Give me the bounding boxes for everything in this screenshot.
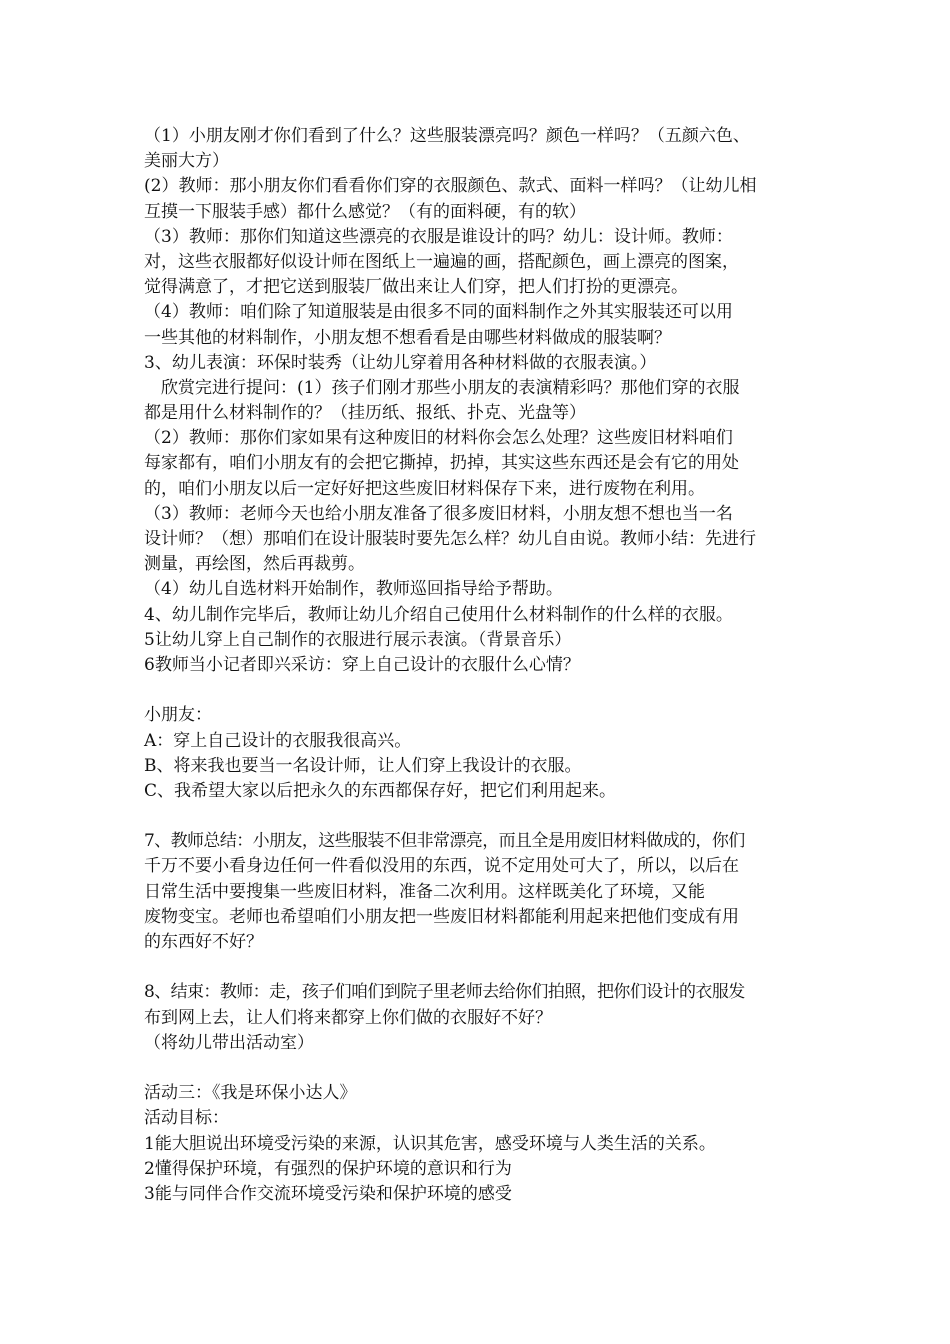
paragraph-line: 布到网上去，让人们将来都穿上你们做的衣服好不好？ (144, 1007, 552, 1028)
activity-title: 活动三：《我是环保小达人》 (144, 1083, 357, 1104)
section-heading: 5让幼儿穿上自己制作的衣服进行展示表演。（背景音乐） (144, 629, 572, 650)
paragraph-line: 小朋友： (144, 705, 212, 726)
blank-line (144, 678, 814, 703)
section-heading: 6教师当小记者即兴采访：穿上自己设计的衣服什么心情？ (144, 654, 580, 675)
blank-line (144, 1056, 814, 1081)
list-item: 3能与同伴合作交流环境受污染和保护环境的感受 (144, 1183, 512, 1204)
paragraph-line: 的东西好不好？ (144, 932, 263, 952)
paragraph-line: 美丽大方） (144, 151, 229, 172)
paragraph-line: （3）教师：老师今天也给小朋友准备了很多废旧材料，小朋友想不想也当一名 (144, 503, 733, 524)
paragraph-line: 欣赏完进行提问：(1）孩子们刚才那些小朋友的表演精彩吗？那他们穿的衣服 (144, 377, 740, 398)
paragraph-line: 废物变宝。老师也希望咱们小朋友把一些废旧材料都能利用起来把他们变成有用 (144, 906, 739, 927)
paragraph-line: （3）教师：那你们知道这些漂亮的衣服是谁设计的吗？幼儿：设计师。教师： (144, 226, 733, 247)
paragraph-line: 的，咱们小朋友以后一定好好把这些废旧材料保存下来，进行废物在利用。 (144, 478, 705, 499)
list-item: 2懂得保护环境，有强烈的保护环境的意识和行为 (144, 1158, 512, 1179)
section-heading: 3、幼儿表演：环保时装秀（让幼儿穿着用各种材料做的衣服表演。） (144, 352, 657, 373)
section-heading: 4、幼儿制作完毕后，教师让幼儿介绍自己使用什么材料制作的什么样的衣服。 (144, 604, 733, 625)
objectives-heading: 活动目标： (144, 1108, 229, 1129)
document-body (144, 124, 814, 1207)
paragraph-line: 觉得满意了，才把它送到服装厂做出来让人们穿，把人们打扮的更漂亮。 (144, 277, 688, 298)
list-item: A：穿上自己设计的衣服我很高兴。 (144, 730, 412, 751)
paragraph-line: (2）教师：那小朋友你们看看你们穿的衣服颜色、款式、面料一样吗？（让幼儿相 (144, 176, 757, 197)
list-item: B、将来我也要当一名设计师，让人们穿上我设计的衣服。 (144, 755, 582, 776)
blank-line (144, 955, 814, 980)
paragraph-line: （将幼儿带出活动室） (144, 1032, 314, 1053)
paragraph-line: 日常生活中要搜集一些废旧材料，准备二次利用。这样既美化了环境，又能 (144, 881, 705, 902)
section-heading: 7、教师总结：小朋友，这些服装不但非常漂亮，而且全是用废旧材料做成的，你们 (144, 831, 745, 852)
blank-line (144, 804, 814, 829)
paragraph-line: （4）幼儿自选材料开始制作，教师巡回指导给予帮助。 (144, 579, 563, 600)
paragraph-line: 千万不要小看身边任何一件看似没用的东西，说不定用处可大了，所以，以后在 (144, 856, 739, 877)
paragraph-line: 每家都有，咱们小朋友有的会把它撕掉，扔掉，其实这些东西还是会有它的用处 (144, 453, 739, 474)
paragraph-line: 都是用什么材料制作的？（挂历纸、报纸、扑克、光盘等） (144, 403, 586, 424)
paragraph-line: （4）教师：咱们除了知道服装是由很多不同的面料制作之外其实服装还可以用 (144, 302, 733, 323)
section-heading: 8、结束：教师：走，孩子们咱们到院子里老师去给你们拍照，把你们设计的衣服发 (144, 982, 745, 1003)
paragraph-line: 互摸一下服装手感）都什么感觉？（有的面料硬，有的软） (144, 201, 586, 222)
list-item: C、我希望大家以后把永久的东西都保存好，把它们利用起来。 (144, 780, 617, 801)
list-item: 1能大胆说出环境受污染的来源，认识其危害，感受环境与人类生活的关系。 (144, 1133, 716, 1154)
paragraph-line: 测量，再绘图，然后再裁剪。 (144, 554, 365, 575)
paragraph-line: 设计师？（想）那咱们在设计服装时要先怎么样？幼儿自由说。教师小结：先进行 (144, 529, 756, 549)
paragraph-line: 一些其他的材料制作，小朋友想不想看看是由哪些材料做成的服装啊？ (144, 327, 671, 348)
paragraph-line: （2）教师：那你们家如果有这种废旧的材料你会怎么处理？这些废旧材料咱们 (144, 428, 733, 449)
paragraph-line: （1）小朋友刚才你们看到了什么？这些服装漂亮吗？颜色一样吗？（五颜六色、 (144, 126, 750, 146)
paragraph-line: 对，这些衣服都好似设计师在图纸上一遍遍的画，搭配颜色，画上漂亮的图案， (144, 251, 739, 272)
